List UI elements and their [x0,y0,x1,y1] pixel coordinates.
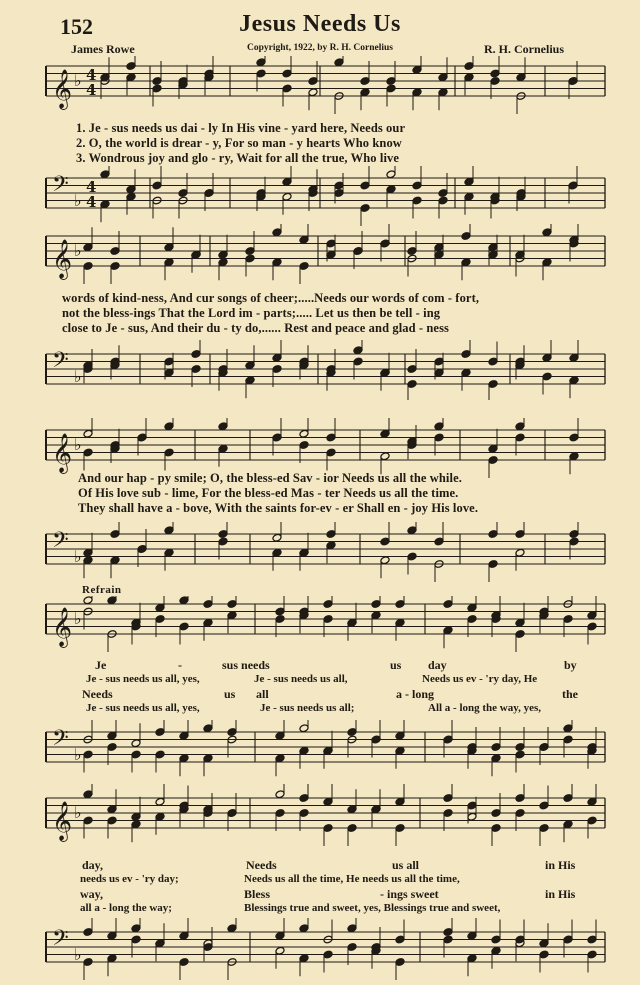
treble-clef-icon: 𝄞 [52,433,73,473]
verse-1-line-1: 1. Je - sus needs us dai - ly In His vine - yard here, Needs our [76,121,406,135]
bass-clef-icon: 𝄢 [52,348,69,378]
bass-clef-icon: 𝄢 [52,726,69,756]
hymn-number: 152 [60,14,93,39]
flat-key-signature-icon: ♭ [74,609,82,628]
hymn-header [0,0,640,60]
treble-clef-icon: 𝄞 [52,801,73,841]
verse-1-line-3: And our hap - py smile; O, the bless-ed Sav - ior Needs us all the while. [78,471,462,485]
verse-3-line-1: 3. Wondrous joy and glo - ry, Wait for all the true, Who live [76,151,400,165]
flat-key-signature-icon: ♭ [74,191,82,210]
verse-2-line-3: Of His love sub - lime, For the bless-ed Mas - ter Needs us all the time. [78,486,459,500]
hymn-composer: R. H. Cornelius [484,42,565,56]
verse-1-line-2: words of kind-ness, And cur songs of cheer;.....Needs our words of com - fort, [62,291,480,305]
bass-clef-icon: 𝄢 [52,926,69,956]
system-2-bass-staff [0,340,640,400]
system-3-lyrics [78,471,626,516]
flat-key-signature-icon: ♭ [74,803,82,822]
refrain-2-bass-staff [0,918,640,982]
treble-clef-icon: 𝄞 [52,239,73,279]
system-2-lyrics [62,291,610,336]
time-signature-bottom: 4 [86,81,97,99]
system-1-bass-staff [0,166,640,226]
system-1-treble-staff [0,56,640,116]
system-2-treble-staff [0,224,640,288]
time-signature-top: 4 [86,178,97,196]
system-3-bass-staff [0,522,640,582]
verse-2-line-1: 2. O, the world is drear - y, For so man - y hearts Who know [76,136,402,150]
flat-key-signature-icon: ♭ [74,945,82,964]
treble-clef-icon: 𝄞 [52,607,73,647]
time-signature-top: 4 [86,66,97,84]
refrain-1-treble-staff [0,596,640,656]
bass-clef-icon: 𝄢 [52,528,69,558]
verse-2-line-2: not the bless-ings That the Lord im - parts;..... Let us then be tell - ing [62,306,441,320]
hymn-author: James Rowe [71,42,135,56]
time-signature-bottom: 4 [86,193,97,211]
flat-key-signature-icon: ♭ [74,745,82,764]
refrain-2-treble-staff [0,784,640,854]
bass-clef-icon: 𝄢 [52,172,69,202]
flat-key-signature-icon: ♭ [74,241,82,260]
treble-clef-icon: 𝄞 [52,69,73,109]
flat-key-signature-icon: ♭ [74,435,82,454]
system-1-lyrics [76,121,624,166]
flat-key-signature-icon: ♭ [74,367,82,386]
verse-3-line-2: close to Je - sus, And their du - ty do,...... Rest and peace and glad - ness [62,321,450,335]
flat-key-signature-icon: ♭ [74,547,82,566]
refrain-label: Refrain [82,584,122,596]
verse-3-line-3: They shall have a - bove, With the saints for-ev - er Shall en - joy His love. [78,501,479,515]
hymn-title: Jesus Needs Us [239,11,401,37]
refrain-1-bass-staff [0,720,640,784]
system-3-treble-staff [0,418,640,478]
hymn-copyright: Copyright, 1922, by R. H. Cornelius [247,43,393,53]
flat-key-signature-icon: ♭ [74,71,82,90]
